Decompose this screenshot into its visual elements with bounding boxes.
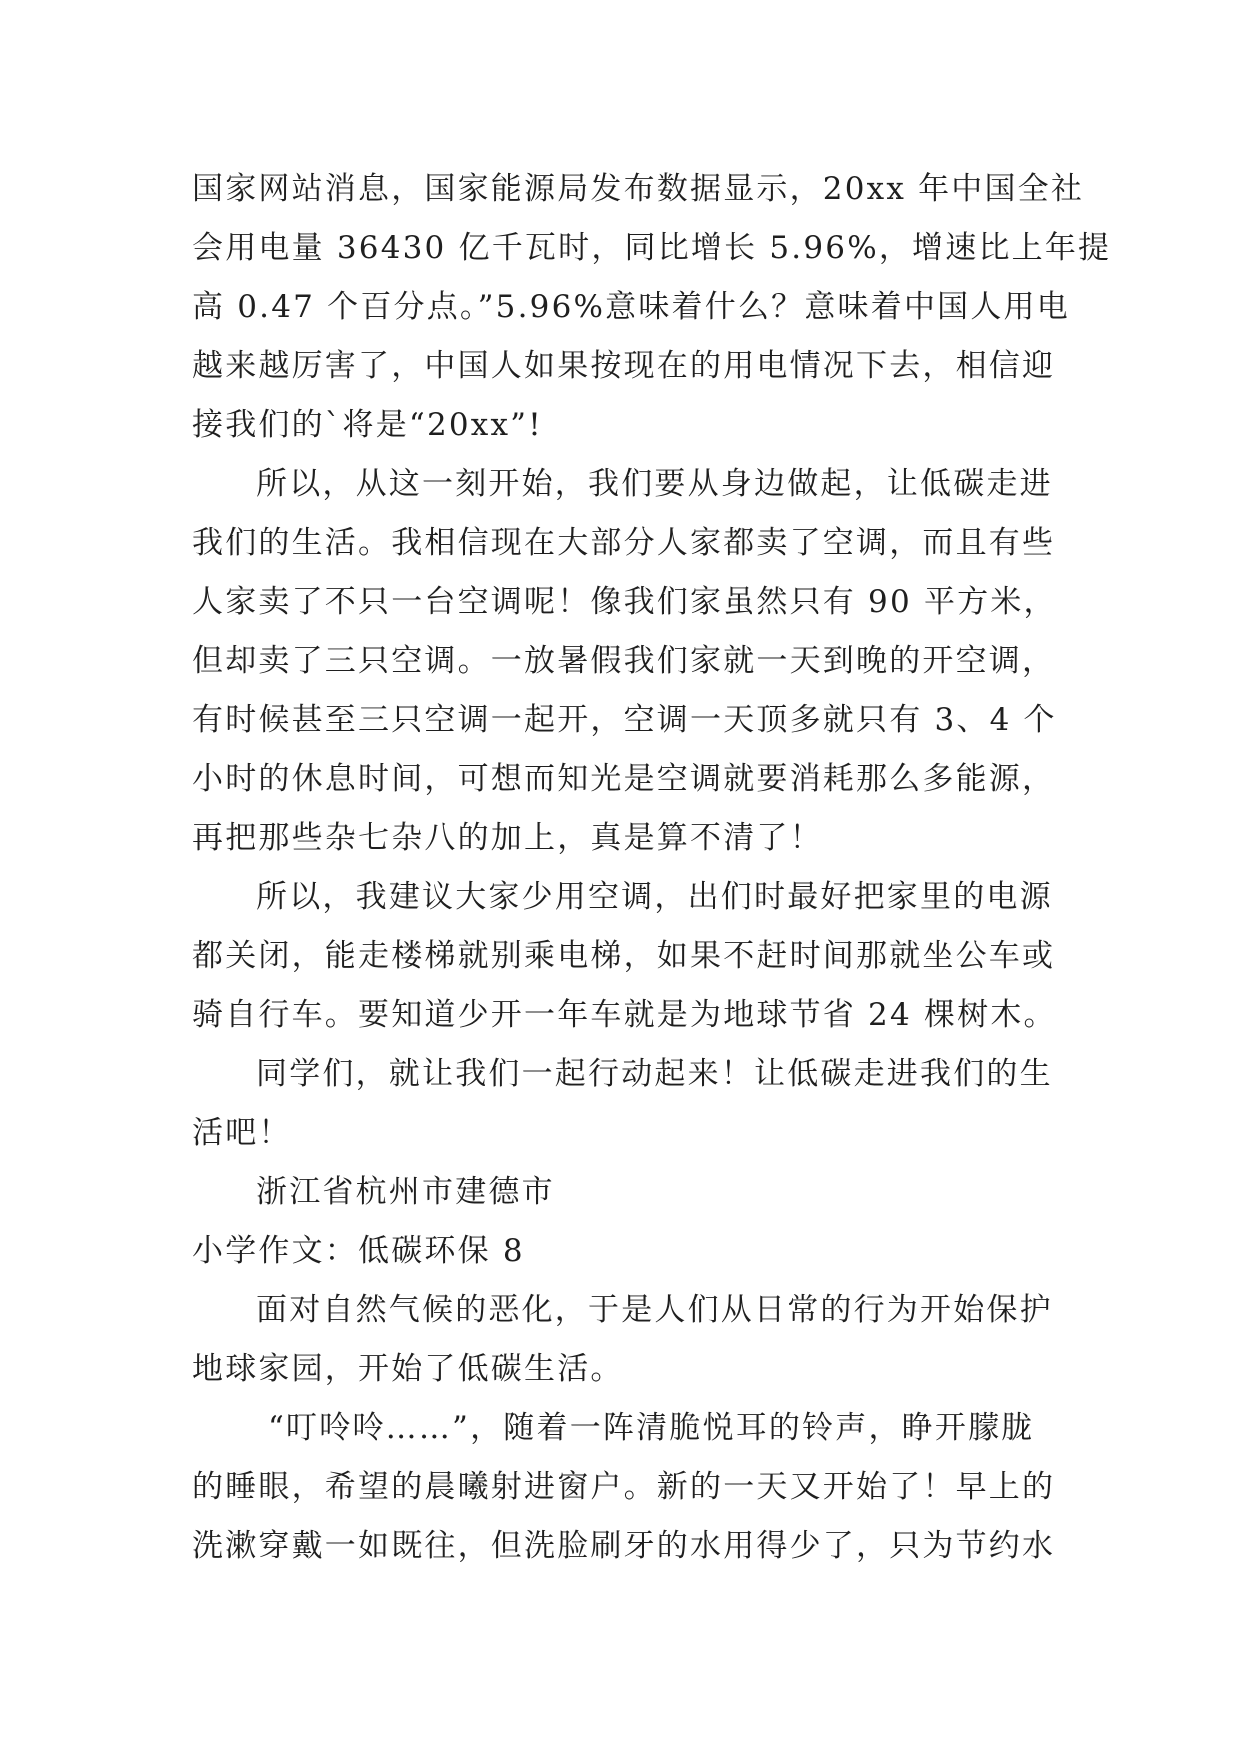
text-line-22: “叮呤呤……”，随着一阵清脆悦耳的铃声，睁开朦胧 (268, 1410, 1035, 1446)
text-line-6: 所以，从这一刻开始，我们要从身边做起，让低碳走进 (256, 466, 1053, 502)
text-line-23: 的睡眼，希望的晨曦射进窗户。新的一天又开始了！早上的 (192, 1469, 1056, 1505)
text-line-15: 骑自行车。要知道少开一年车就是为地球节省 24 棵树木。 (192, 997, 1057, 1033)
text-line-4: 越来越厉害了，中国人如果按现在的用电情况下去，相信迎 (192, 348, 1056, 384)
text-line-2: 会用电量 36430 亿千瓦时，同比增长 5.96%，增速比上年提 (192, 230, 1112, 266)
text-line-3: 高 0.47 个百分点。”5.96%意味着什么？意味着中国人用电 (192, 289, 1070, 325)
text-line-5: 接我们的`将是“20xx”! (192, 407, 543, 443)
text-line-12: 再把那些杂七杂八的加上，真是算不清了！ (192, 820, 823, 856)
text-line-13: 所以，我建议大家少用空调，出们时最好把家里的电源 (256, 879, 1053, 915)
text-line-10: 有时候甚至三只空调一起开，空调一天顶多就只有 3、4 个 (192, 702, 1057, 738)
text-line-20: 面对自然气候的恶化，于是人们从日常的行为开始保护 (256, 1292, 1053, 1328)
essay-text (192, 160, 1112, 1576)
essay-title: 小学作文：低碳环保 8 (192, 1233, 525, 1269)
text-line-17: 活吧！ (192, 1115, 292, 1151)
signature-location: 浙江省杭州市建德市 (256, 1174, 555, 1210)
text-line-21: 地球家园，开始了低碳生活。 (192, 1351, 624, 1387)
text-line-7: 我们的生活。我相信现在大部分人家都卖了空调，而且有些 (192, 525, 1056, 561)
text-line-8: 人家卖了不只一台空调呢！像我们家虽然只有 90 平方米， (192, 584, 1057, 620)
text-line-11: 小时的休息时间，可想而知光是空调就要消耗那么多能源， (192, 761, 1056, 797)
text-line-24: 洗漱穿戴一如既往，但洗脸刷牙的水用得少了，只为节约水 (192, 1528, 1056, 1564)
text-line-9: 但却卖了三只空调。一放暑假我们家就一天到晚的开空调， (192, 643, 1056, 679)
text-line-14: 都关闭，能走楼梯就别乘电梯，如果不赶时间那就坐公车或 (192, 938, 1056, 974)
text-line-1: 国家网站消息，国家能源局发布数据显示，20xx 年中国全社 (192, 171, 1085, 207)
text-line-16: 同学们，就让我们一起行动起来！让低碳走进我们的生 (256, 1056, 1053, 1092)
